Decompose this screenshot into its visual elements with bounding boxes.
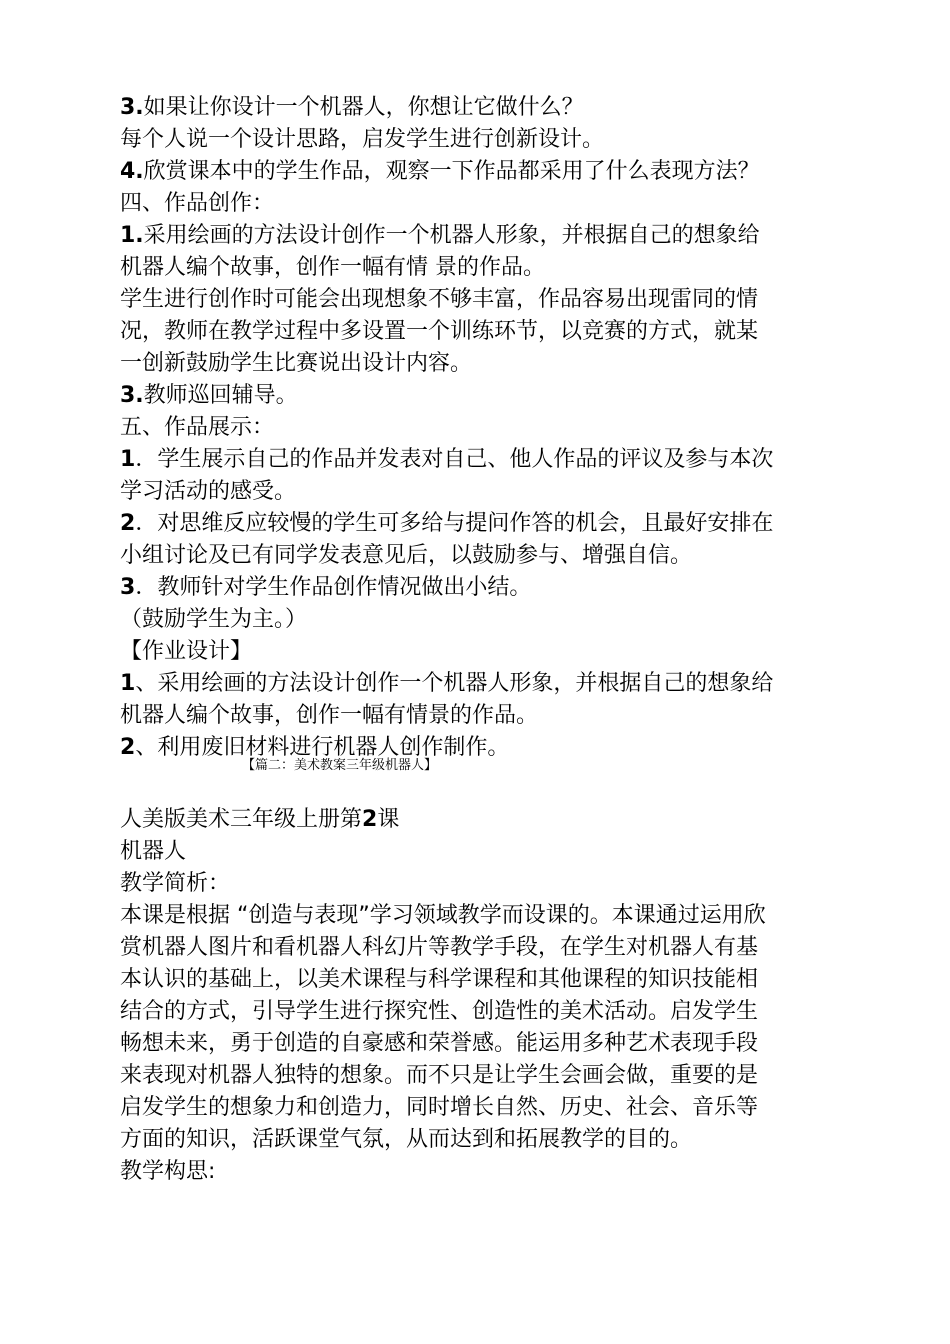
- heading-teaching-idea: 教学构思:: [120, 1159, 216, 1184]
- heading-homework: 【作业设计】: [120, 639, 253, 664]
- lesson-subtitle: 机器人: [120, 839, 187, 864]
- brief-paragraph-line-4: 结合的方式，引导学生进行探究性、创造性的美术活动。启发学生: [120, 999, 759, 1024]
- showcase-item-2-cont: 小组讨论及已有同学发表意见后，以鼓励参与、增强自信。: [120, 543, 693, 568]
- creation-item-3: 3.教师巡回辅导。: [120, 383, 298, 408]
- question-3: 3.如果让你设计一个机器人，你想让它做什么？: [120, 95, 584, 120]
- lesson-title: 人美版美术三年级上册第2课: [120, 807, 400, 832]
- showcase-item-1: 1．学生展示自己的作品并发表对自己、他人作品的评议及参与本次: [120, 447, 774, 472]
- brief-paragraph-line-1: 本课是根据 “创造与表现”学习领域教学而设课的。本课通过运用欣: [120, 903, 766, 928]
- creation-item-1: 1.采用绘画的方法设计创作一个机器人形象，并根据自己的想象给: [120, 223, 760, 248]
- question-4: 4.欣赏课本中的学生作品，观察一下作品都采用了什么表现方法？: [120, 159, 760, 184]
- showcase-item-3-note: （鼓励学生为主。）: [120, 607, 308, 632]
- brief-paragraph-line-5: 畅想未来，勇于创造的自豪感和荣誉感。能运用多种艺术表现手段: [120, 1031, 759, 1056]
- homework-item-1: 1、采用绘画的方法设计创作一个机器人形象，并根据自己的想象给: [120, 671, 774, 696]
- creation-note-2: 况，教师在教学过程中多设置一个训练环节，以竞赛的方式，就某: [120, 319, 759, 344]
- section-caption: 【篇二：美术教案三年级机器人】: [242, 758, 438, 773]
- brief-paragraph-line-8: 方面的知识，活跃课堂气氛，从而达到和拓展教学的目的。: [120, 1127, 693, 1152]
- showcase-item-3: 3．教师针对学生作品创作情况做出小结。: [120, 575, 532, 600]
- brief-paragraph-line-2: 赏机器人图片和看机器人科幻片等教学手段，在学生对机器人有基: [120, 935, 759, 960]
- creation-item-1-cont: 机器人编个故事，创作一幅有情 景的作品。: [120, 255, 545, 280]
- brief-paragraph-line-6: 来表现对机器人独特的想象。而不只是让学生会画会做，重要的是: [120, 1063, 759, 1088]
- showcase-item-2: 2．对思维反应较慢的学生可多给与提问作答的机会，且最好安排在: [120, 511, 774, 536]
- creation-note-1: 学生进行创作时可能会出现想象不够丰富，作品容易出现雷同的情: [120, 287, 759, 312]
- showcase-item-1-cont: 学习活动的感受。: [120, 479, 297, 504]
- homework-item-2: 2、利用废旧材料进行机器人创作制作。: [120, 735, 510, 760]
- heading-showcase: 五、作品展示：: [120, 415, 275, 440]
- brief-paragraph-line-3: 本认识的基础上，以美术课程与科学课程和其他课程的知识技能相: [120, 967, 759, 992]
- question-3-note: 每个人说一个设计思路，启发学生进行创新设计。: [120, 127, 605, 152]
- heading-teaching-brief: 教学简析：: [120, 871, 231, 896]
- brief-paragraph-line-7: 启发学生的想象力和创造力，同时增长自然、历史、社会、音乐等: [120, 1095, 759, 1120]
- heading-creation: 四、作品创作：: [120, 191, 275, 216]
- creation-note-3: 一创新鼓励学生比赛说出设计内容。: [120, 351, 473, 376]
- homework-item-1-cont: 机器人编个故事，创作一幅有情景的作品。: [120, 703, 539, 728]
